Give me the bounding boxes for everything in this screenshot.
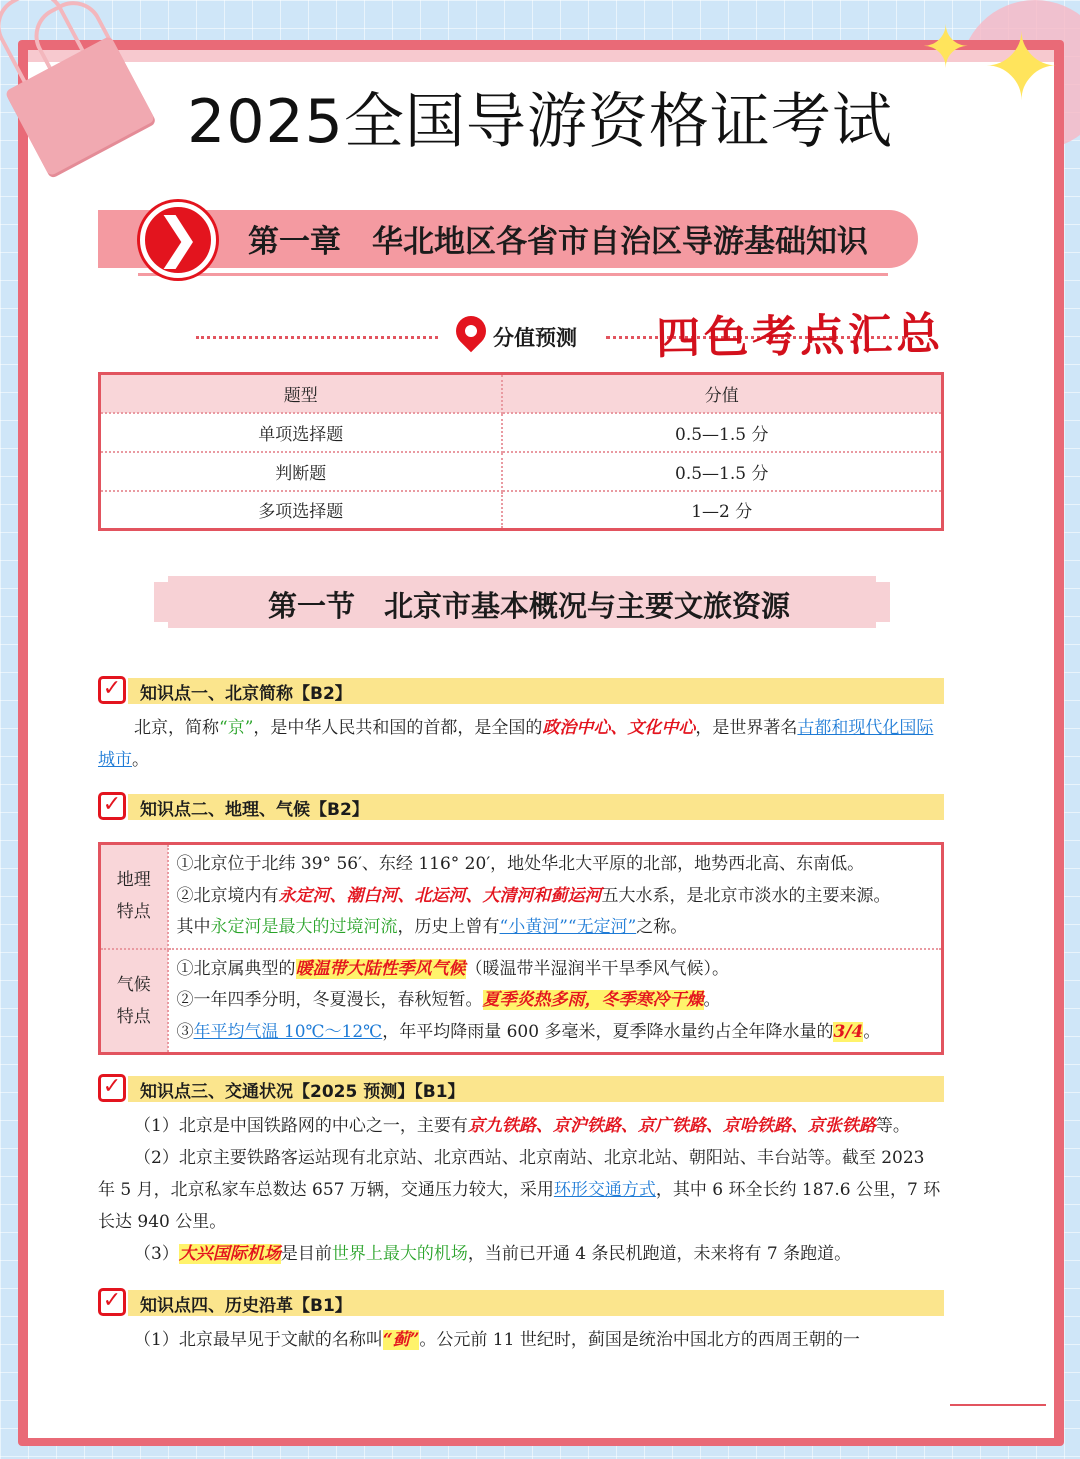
text: ③ <box>176 1021 194 1042</box>
table-header: 题型 <box>100 374 502 413</box>
paper-top-stripe <box>28 50 1054 62</box>
four-color-summary-tag: 四色考点汇总 <box>655 308 945 365</box>
key-term: 环形交通方式 <box>553 1180 656 1200</box>
key-term: “小黄河”“无定河” <box>499 917 637 937</box>
knowledge-point-title: 知识点一、北京简称【B2】 <box>140 684 352 704</box>
text: ，历史上曾有 <box>397 917 500 937</box>
table-cell: 0.5—1.5 分 <box>502 452 943 491</box>
page-title: 2025全国导游资格证考试 <box>187 87 893 157</box>
key-term: 古都和现代化国际城市 <box>98 718 934 770</box>
knowledge-point-text <box>98 1324 944 1356</box>
table-cell: 判断题 <box>100 452 502 491</box>
decor-line <box>950 1404 1046 1406</box>
text-line: ①北京位于北纬 39° 56′、东经 116° 20′，地处华北大平原的北部，地势西北高、东南低。 <box>176 854 865 874</box>
dotted-divider <box>196 336 438 339</box>
table-row <box>100 491 943 530</box>
key-term: 永定河是最大的过境河流 <box>210 917 398 937</box>
text-line <box>177 954 934 986</box>
key-term: 年平均气温 10℃～12℃ <box>193 1021 383 1042</box>
row-label <box>100 949 168 1054</box>
knowledge-point-title: 知识点四、历史沿革【B1】 <box>140 1296 352 1316</box>
sparkle-star-icon: ✦ <box>982 14 1060 121</box>
text: ②北京境内有 <box>176 885 279 906</box>
text-line <box>177 1017 934 1049</box>
text: ，其中 6 环全长约 187.6 公里，7 环长达 940 公里。 <box>98 1180 941 1232</box>
knowledge-point-text <box>98 1142 944 1238</box>
table-row <box>100 452 943 491</box>
text: ，当前已开通 4 条民机跑道，未来将有 7 条跑道。 <box>467 1244 852 1264</box>
table-cell <box>168 844 943 949</box>
table-cell <box>168 949 943 1054</box>
text-line <box>177 881 934 913</box>
sparkle-star-icon: ✦ <box>921 13 970 81</box>
text: 其中 <box>176 917 211 937</box>
row-label-text: 气候 <box>116 974 151 995</box>
checkbox-checked-icon: ✓ <box>98 1074 126 1102</box>
text: ②一年四季分明，冬夏漫长，春秋短暂。 <box>176 990 483 1010</box>
row-label-text: 特点 <box>116 902 151 923</box>
text: 五大水系，是北京市淡水的主要来源。 <box>601 885 891 906</box>
key-term: 世界上最大的机场 <box>331 1244 468 1264</box>
key-term: 夏季炎热多雨，冬季寒冷干燥 <box>482 990 704 1010</box>
table-cell: 1—2 分 <box>691 502 753 523</box>
row-label <box>100 844 168 949</box>
table-row <box>100 949 943 1054</box>
knowledge-point-header <box>98 792 944 822</box>
knowledge-point-title: 知识点二、地理、气候【B2】 <box>140 800 369 820</box>
text: 是目前 <box>280 1244 332 1264</box>
geography-climate-table <box>98 842 944 1055</box>
knowledge-point-header <box>98 1074 944 1104</box>
row-label-text: 地理 <box>116 870 151 891</box>
text: ，是世界著名 <box>695 718 798 738</box>
knowledge-point-text <box>98 712 944 776</box>
text: ①北京属典型的 <box>176 958 296 979</box>
text: （1）北京最早见于文献的名称叫 <box>134 1330 383 1350</box>
table-cell: 0.5—1.5 分 <box>502 413 943 452</box>
table-header: 分值 <box>502 374 943 413</box>
key-term: 政治中心、文化中心 <box>542 718 696 738</box>
text: 等。 <box>875 1116 910 1136</box>
key-term: 3/4 <box>833 1021 864 1042</box>
text: 。 <box>863 1021 881 1042</box>
table-row <box>100 413 943 452</box>
checkbox-checked-icon: ✓ <box>98 676 126 704</box>
score-table <box>98 372 944 531</box>
key-term: 永定河、潮白河、北运河、大清河和蓟运河 <box>278 885 602 906</box>
text: （3） <box>134 1244 179 1264</box>
text: （暖温带半湿润半干旱季风气候）。 <box>465 958 729 979</box>
chevron-right-icon: ❯ <box>140 202 216 278</box>
row-label-text: 特点 <box>116 1006 151 1027</box>
key-term: 京九铁路、京沪铁路、京广铁路、京哈铁路、京张铁路 <box>467 1116 876 1136</box>
key-term: 大兴国际机场 <box>178 1244 281 1264</box>
text: （2）北京主要铁路客运站现有北京站、北京西站、北京南站、北京北站、朝阳站、丰台站等。截至 2023 年 5 月，北京私家车总数达 657 万辆，交通压力较大，采用 <box>98 1148 925 1200</box>
text-line <box>177 912 934 944</box>
key-term: 暖温带大陆性季风气候 <box>295 958 466 979</box>
table-cell: 单项选择题 <box>100 413 502 452</box>
text: 。 <box>132 750 149 770</box>
knowledge-point-text <box>98 1110 944 1142</box>
knowledge-point-header <box>98 1288 944 1318</box>
text: 北京，简称 <box>134 718 219 738</box>
checkbox-checked-icon: ✓ <box>98 1288 126 1316</box>
text-line <box>177 985 934 1017</box>
knowledge-point-title: 知识点三、交通状况【2025 预测】【B1】 <box>140 1082 465 1102</box>
key-term: “蓟” <box>382 1330 420 1350</box>
chapter-title: 第一章 华北地区各省市自治区导游基础知识 <box>248 224 868 260</box>
table-header-row <box>100 374 943 413</box>
table-row <box>100 844 943 949</box>
section-title: 第一节 北京市基本概况与主要文旅资源 <box>268 589 791 623</box>
text: 之称。 <box>636 917 688 937</box>
score-prediction-label: 分值预测 <box>493 325 577 350</box>
checkbox-checked-icon: ✓ <box>98 792 126 820</box>
knowledge-point-text <box>98 1238 944 1270</box>
text: 。公元前 11 世纪时，蓟国是统治中国北方的西周王朝的一 <box>419 1330 860 1350</box>
key-term: “京” <box>219 718 254 738</box>
text: （1）北京是中国铁路网的中心之一，主要有 <box>134 1116 468 1136</box>
text: 。 <box>703 990 721 1010</box>
table-cell: 多项选择题 <box>100 491 502 530</box>
text: ，年平均降雨量 600 多毫米，夏季降水量约占全年降水量的 <box>382 1021 834 1042</box>
knowledge-point-header <box>98 676 944 706</box>
text: ，是中华人民共和国的首都，是全国的 <box>253 718 543 738</box>
